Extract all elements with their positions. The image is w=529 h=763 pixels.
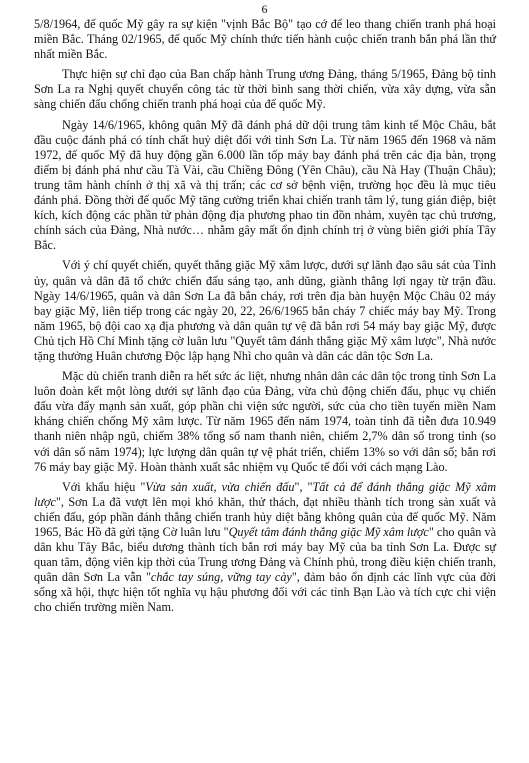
quoted-slogan: Tất cả để đánh thắng giặc Mỹ xâm lược [34,479,496,509]
text-run: Với khẩu hiệu " [62,479,146,494]
quoted-slogan: Quyết tâm đánh thắng giặc Mỹ xâm lược [228,525,429,539]
text-run: " cho quân và dân khu Tây Bắc, biểu dương thành tích bắn rơi máy bay Mỹ của ba tỉnh Sơn La. Được sự quan tâm, động viên kịp thời của Trung ương Đảng và Chính phủ, trong điều kiện chiến tranh, quân dân Sơn La vẫn " [34,525,496,585]
quoted-slogan: Vừa sản xuất, vừa chiến đấu [145,479,295,494]
quoted-slogan: chắc tay súng, vững tay cày [150,570,292,585]
paragraph-4 [34,258,496,364]
text-run: 5/8/1964, đế quốc Mỹ gây ra sự kiện "vịnh Bắc Bộ" tạo cớ để leo thang chiến tranh phá hoại miền Bắc. Tháng 02/1965, đế quốc Mỹ chính thức tiến hành cuộc chiến tranh bắn phá lần thứ nhất miền Bắc. [34,17,496,62]
page-number: 6 [261,2,268,16]
text-run: Với ý chí quyết chiến, quyết thắng giặc Mỹ xâm lược, dưới sự lãnh đạo sâu sát của Tỉnh ủy, quân và dân đã tổ chức chiến đấu sáng tạo, anh dũng, giành thắng lợi ngay từ trận đầu. Ngày 14/6/1965, quân và dân Sơn La đã bắn cháy, rơi trên địa bàn huyện Mộc Châu 02 máy bay giặc Mỹ, liên tiếp trong các ngày 20, 22, 26/6/1965 bắn cháy 7 chiếc máy bay Mỹ. Trong năm 1965, bộ đội cao xạ địa phương và dân quân tự vệ đã bắn rơi 54 máy bay giặc Mỹ, được Chủ tịch Hồ Chí Minh tặng cờ luân lưu "Quyết tâm đánh thắng giặc Mỹ xâm lược", Nhà nước tặng thưởng Huân chương Độc lập hạng Nhì cho quân và dân các dân tộc Sơn La. [34,258,496,363]
text-run: Ngày 14/6/1965, không quân Mỹ đã đánh phá dữ dội trung tâm kinh tế Mộc Châu, bắt đầu cuộc đánh phá có tính chất huỷ diệt đối với tỉnh Sơn La. Từ năm 1965 đến 1968 và năm 1972, đế quốc Mỹ đã huy động gần 6.000 lần tốp máy bay đánh phá trên các địa bàn, trọng điểm bị đánh phá như cầu Tà Vài, cầu Chiềng Đông (Yên Châu), cầu Nà Hay (Thuận Châu); trung tâm hành chính ở thị xã và thị trấn; các cơ sở bệnh viện, trường học đều là mục tiêu đánh phá. Đồng thời đế quốc Mỹ tăng cường triển khai chiến tranh tâm lý, tung gián điệp, biệt kích, kích động các phần tử phản động địa phương phao tin đồn nhảm, xuyên tạc chủ trương, chính sách của Đảng, Nhà nước… nhằm gây mất ổn định chính trị ở vùng biên giới phía Tây Bắc. [34,117,496,253]
paragraph-5 [34,369,496,475]
text-run: Mặc dù chiến tranh diễn ra hết sức ác liệt, nhưng nhân dân các dân tộc trong tỉnh Sơn La luôn đoàn kết một lòng dưới sự lãnh đạo của Đảng, vừa chủ động chiến đấu, phục vụ chiến đấu vừa đẩy mạnh sản xuất, góp phần chi viện sức người, sức của cho tiền tuyến miền Nam kháng chiến chống Mỹ xâm lược. Từ năm 1965 đến năm 1974, toàn tỉnh đã tiễn đưa 10.949 thanh niên nhập ngũ, chiếm 38% tổng số nam thanh niên, chiếm 2,7% dân số trong tỉnh (so với dân số năm 1974); lực lượng dân quân tự vệ phát triển, chiếm 13% so với dân số; bắn rơi 76 máy bay giặc Mỹ. Hoàn thành xuất sắc nhiệm vụ Quốc tế đối với cách mạng Lào. [34,369,496,474]
paragraph-2 [34,67,496,112]
paragraph-1 [34,17,496,62]
text-run: ", Sơn La đã vượt lên mọi khó khăn, thử thách, đạt nhiều thành tích trong sản xuất và chiến đấu, góp phần đánh thắng chiến tranh hủy diệt bằng không quân của đế quốc Mỹ. Năm 1965, Bác Hồ đã gửi tặng Cờ luân lưu " [34,494,496,539]
text-run: ", đảm bảo ổn định các lĩnh vực của đời sống xã hội, thực hiện tốt nghĩa vụ hậu phương đối với các tỉnh Bạn Lào và tích cực chi viện cho chiến trường miền Nam. [34,570,497,615]
paragraph-6 [34,480,496,616]
paragraph-3 [34,118,496,254]
document-body [34,17,496,621]
text-run: ", " [294,479,313,494]
text-run: Thực hiện sự chỉ đạo của Ban chấp hành Trung ương Đảng, tháng 5/1965, Đảng bộ tỉnh Sơn La ra Nghị quyết chuyển công tác từ thời bình sang thời chiến, vừa xây dựng, vừa sẵn sàng chiến đấu chống chiến tranh phá hoại của đế quốc Mỹ. [34,67,496,112]
